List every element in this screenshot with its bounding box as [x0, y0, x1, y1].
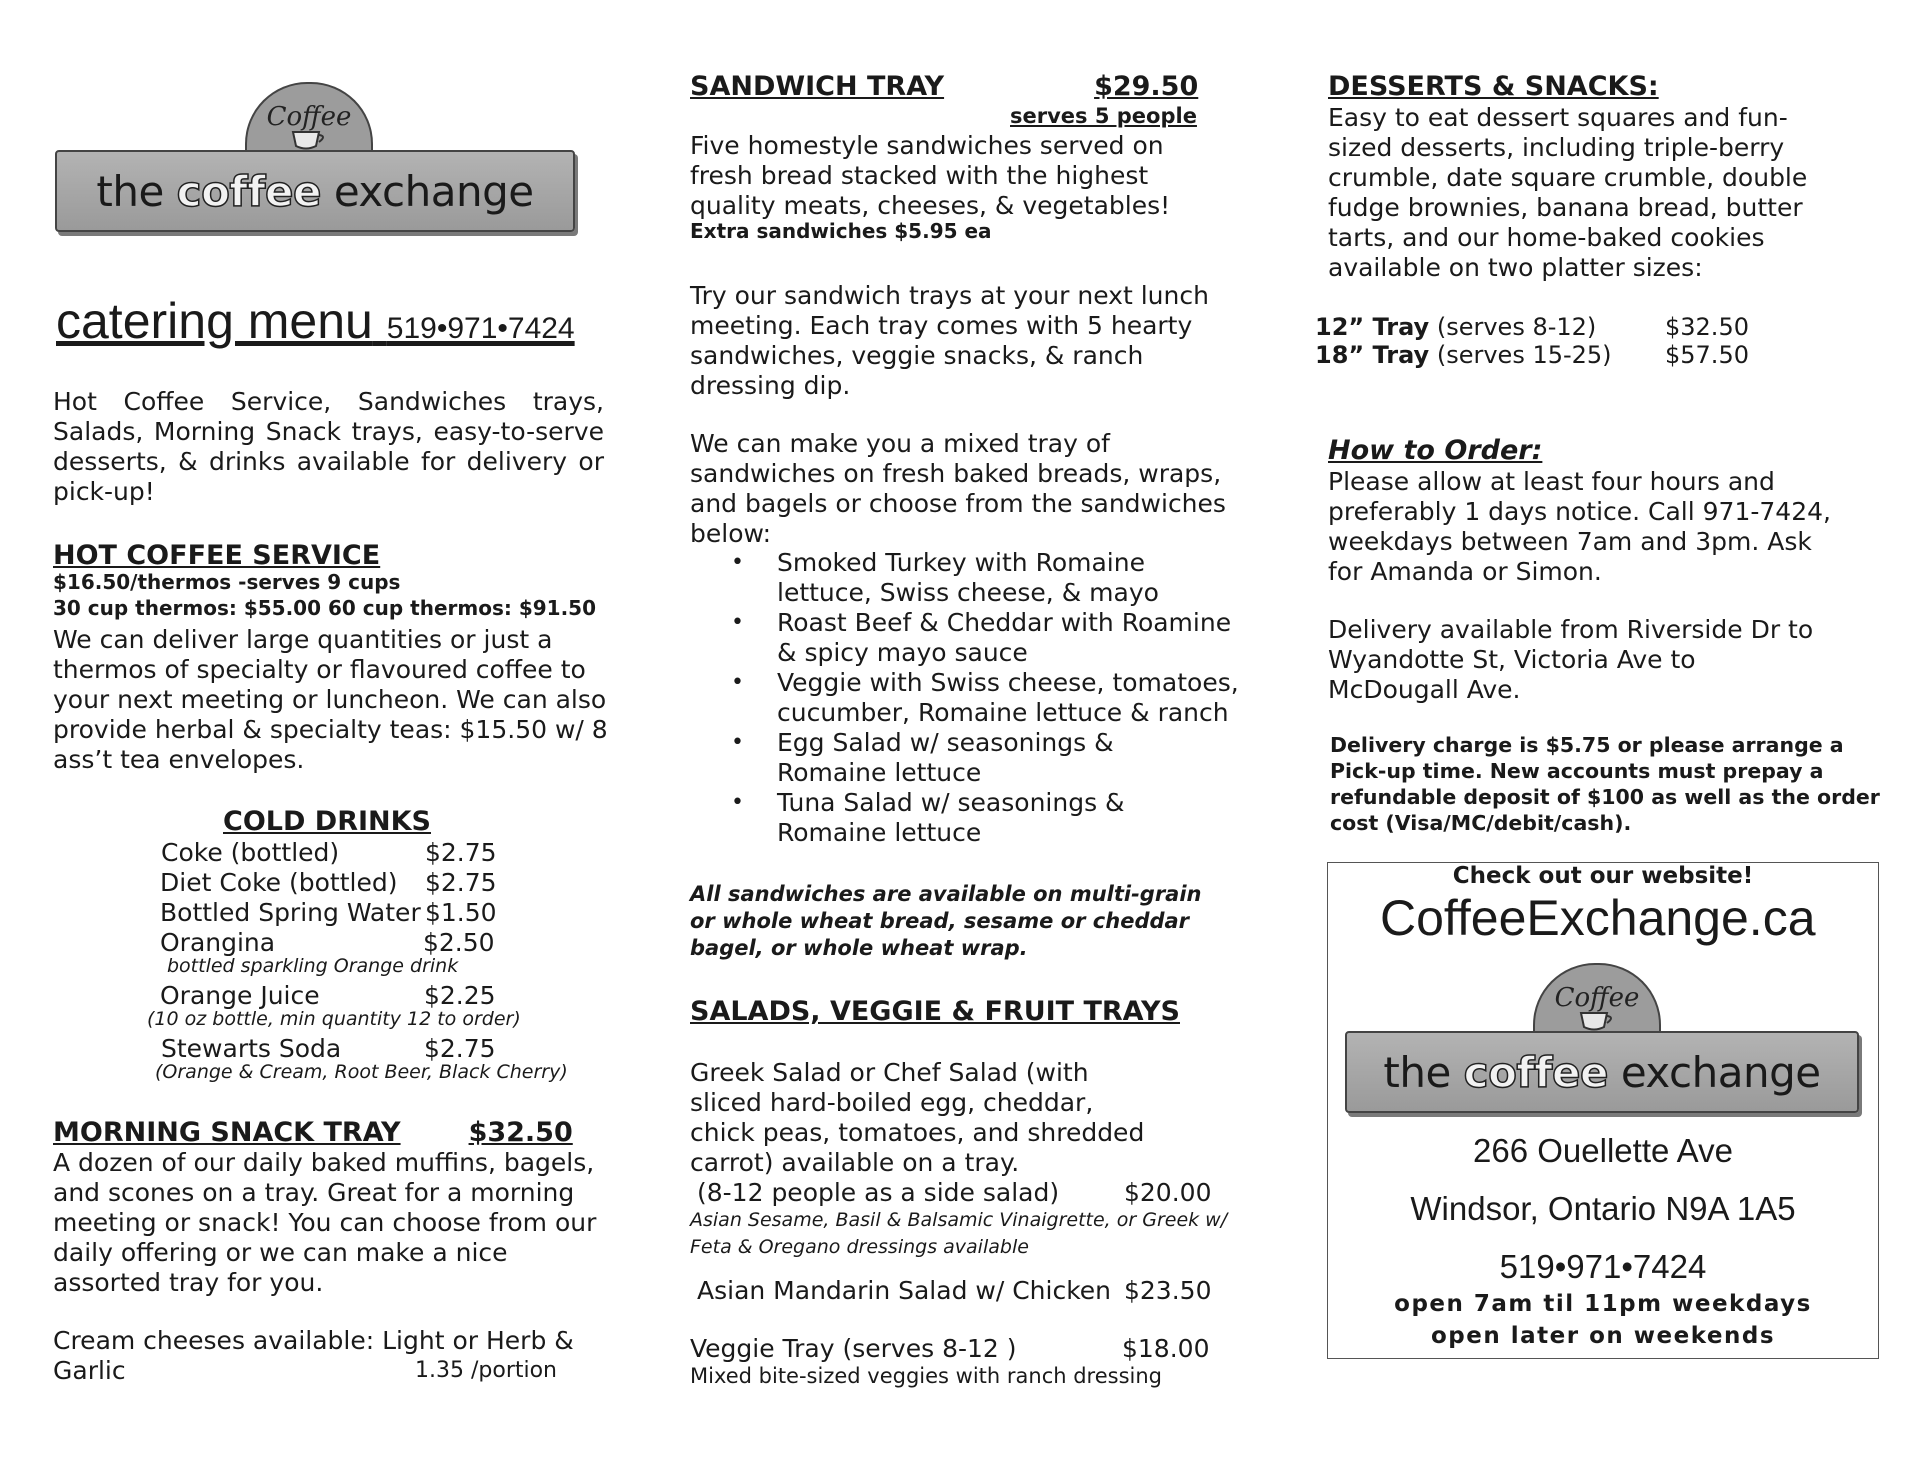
- sandwich-bread-note: All sandwiches are available on multi-grain or whole wheat bread, sesame or cheddar bagel, or whole wheat wrap.: [690, 882, 1202, 960]
- greek-salad-serving: (8-12 people as a side salad): [697, 1178, 1060, 1207]
- logo-brand-coffee: coffee: [176, 167, 321, 216]
- sandwich-list-item: Roast Beef & Cheddar with Roamine & spicy mayo sauce: [777, 608, 1232, 667]
- sandwich-extra: Extra sandwiches $5.95 ea: [690, 219, 992, 243]
- drink-item: [161, 838, 339, 867]
- drink-name: Coke (bottled): [161, 838, 340, 867]
- drink-note: (Orange & Cream, Root Beer, Black Cherry): [155, 1061, 568, 1083]
- desserts-description: Easy to eat dessert squares and fun-sized desserts, including triple-berry crumble, date square crumble, double fudge brownies, banana bread, butter tarts, and our home-baked cookies available on two platter sizes:: [1328, 103, 1808, 282]
- drink-price: $2.75: [425, 868, 497, 897]
- bullet-icon: •: [731, 730, 744, 755]
- drink-price: $2.50: [423, 928, 495, 957]
- dessert-tray-size: 18” Tray: [1315, 341, 1430, 369]
- veggie-tray-price: $18.00: [1122, 1334, 1210, 1363]
- sandwich-list-item: Smoked Turkey with Romaine lettuce, Swiss cheese, & mayo: [777, 548, 1159, 607]
- asian-salad-text: Asian Mandarin Salad w/ Chicken: [697, 1276, 1112, 1305]
- sandwich-tray-price: $29.50: [1094, 71, 1199, 102]
- drink-name: Orange Juice: [160, 981, 320, 1010]
- address-line-1: 266 Ouellette Ave: [1473, 1132, 1733, 1169]
- salad-dressings: Asian Sesame, Basil & Balsamic Vinaigrette, or Greek w/ Feta & Oregano dressings available: [690, 1209, 1228, 1258]
- sandwich-tray-serves: serves 5 people: [1010, 104, 1197, 128]
- sandwich-list-item: Veggie with Swiss cheese, tomatoes, cucumber, Romaine lettuce & ranch: [777, 668, 1239, 727]
- drink-item: [160, 928, 275, 957]
- greek-salad-price: $20.00: [1124, 1178, 1212, 1207]
- logo-banner: [1345, 1031, 1859, 1113]
- title-phone: 519•971•7424: [386, 312, 575, 345]
- hours-weekdays: open 7am til 11pm weekdays: [1394, 1291, 1812, 1317]
- dessert-tray-price: $32.50: [1665, 313, 1749, 341]
- drink-name: Orangina: [160, 928, 276, 957]
- bullet-icon: •: [731, 790, 744, 815]
- website-url[interactable]: CoffeeExchange.ca: [1380, 890, 1816, 946]
- intro-text: Hot Coffee Service, Sandwiches trays, Salads, Morning Snack trays, easy-to-serve desserts, & drinks available for delivery or pick-up!: [53, 387, 604, 506]
- cream-cheese-price: 1.35 /portion: [415, 1358, 558, 1383]
- bullet-icon: •: [731, 550, 744, 575]
- logo-coffee-word: Coffee: [266, 102, 352, 132]
- website-box: [1327, 862, 1879, 1359]
- desserts-heading: DESSERTS & SNACKS:: [1328, 71, 1659, 102]
- logo-brand-the: the: [96, 167, 164, 216]
- sandwich-list-item: Tuna Salad w/ seasonings & Romaine lettuce: [777, 788, 1125, 847]
- dessert-tray-row: [1315, 341, 1612, 369]
- cold-drinks-heading: COLD DRINKS: [223, 806, 431, 837]
- hours-weekends: open later on weekends: [1430, 1323, 1776, 1349]
- website-check-text: Check out our website!: [1452, 863, 1754, 889]
- title-text: catering menu: [56, 293, 373, 349]
- logo-brand-the: the: [1383, 1048, 1451, 1097]
- veggie-tray-text: Veggie Tray (serves 8-12 ): [690, 1334, 1017, 1363]
- morning-snack-title: MORNING SNACK TRAY: [53, 1117, 401, 1148]
- dessert-tray-row: [1315, 313, 1596, 341]
- sandwich-tray-description: Five homestyle sandwiches served on fresh bread stacked with the highest quality meats, cheeses, & vegetables!: [690, 131, 1171, 220]
- coffee-exchange-logo: [55, 82, 575, 232]
- salads-heading: SALADS, VEGGIE & FRUIT TRAYS: [690, 996, 1180, 1027]
- page-title: [56, 292, 575, 350]
- box-phone: 519•971•7424: [1499, 1248, 1707, 1285]
- dessert-tray-size: 12” Tray: [1315, 313, 1430, 341]
- veggie-tray-note: Mixed bite-sized veggies with ranch dressing: [690, 1364, 1163, 1388]
- drink-note: bottled sparkling Orange drink: [167, 955, 459, 977]
- bullet-icon: •: [731, 670, 744, 695]
- delivery-area-text: Delivery available from Riverside Dr to Wyandotte St, Victoria Ave to McDougall Ave.: [1328, 615, 1814, 704]
- hot-coffee-price-2: 30 cup thermos: $55.00 60 cup thermos: $91.50: [53, 596, 596, 620]
- hot-coffee-price-1: $16.50/thermos -serves 9 cups: [53, 570, 401, 594]
- drink-price: $2.25: [424, 981, 496, 1010]
- hot-coffee-description: We can deliver large quantities or just a thermos of specialty or flavoured coffee to your next meeting or luncheon. We can also provide herbal & specialty teas: $15.50 w/ 8 ass’t tea envelopes.: [53, 625, 608, 774]
- sandwich-try-text: Try our sandwich trays at your next lunch meeting. Each tray comes with 5 hearty sandwiches, veggie snacks, & ranch dressing dip.: [690, 281, 1209, 400]
- order-text: Please allow at least four hours and preferably 1 days notice. Call 971-7424, weekdays between 7am and 3pm. Ask for Amanda or Simon.: [1328, 467, 1831, 586]
- dessert-tray-serves: (serves 8-12): [1436, 313, 1597, 341]
- dessert-tray-serves: (serves 15-25): [1436, 341, 1612, 369]
- drink-item: [160, 981, 320, 1010]
- drink-price: $2.75: [425, 838, 497, 867]
- address-line-2: Windsor, Ontario N9A 1A5: [1410, 1190, 1796, 1227]
- bullet-icon: •: [731, 610, 744, 635]
- delivery-charge-text: Delivery charge is $5.75 or please arrange a Pick-up time. New accounts must prepay a refundable deposit of $100 as well as the order cost (Visa/MC/debit/cash).: [1330, 733, 1880, 835]
- logo-brand-exchange: exchange: [333, 167, 534, 216]
- drink-item: [160, 898, 421, 927]
- drink-note: (10 oz bottle, min quantity 12 to order): [147, 1008, 521, 1030]
- cream-cheese-text: Cream cheeses available: Light or Herb & Garlic: [53, 1326, 574, 1385]
- logo-banner: [55, 150, 575, 232]
- drink-item: [161, 1034, 341, 1063]
- drink-item: [160, 868, 397, 897]
- sandwich-list-item: Egg Salad w/ seasonings & Romaine lettuce: [777, 728, 1114, 787]
- asian-salad-price: $23.50: [1124, 1276, 1212, 1305]
- logo-coffee-word: Coffee: [1554, 983, 1640, 1013]
- coffee-cup-icon: [1577, 1011, 1617, 1033]
- drink-name: Bottled Spring Water: [160, 898, 421, 927]
- sandwich-tray-title: SANDWICH TRAY: [690, 71, 945, 102]
- drink-price: $2.75: [424, 1034, 496, 1063]
- drink-name: Diet Coke (bottled): [160, 868, 398, 897]
- sandwich-tray-heading: [690, 71, 1210, 102]
- logo-brand-exchange: exchange: [1620, 1048, 1821, 1097]
- how-to-order-heading: How to Order:: [1328, 435, 1543, 466]
- drink-name: Stewarts Soda: [161, 1034, 342, 1063]
- hot-coffee-heading: HOT COFFEE SERVICE: [53, 540, 381, 571]
- morning-snack-description: A dozen of our daily baked muffins, bagels, and scones on a tray. Great for a morning meeting or snack! You can choose from our daily offering or we can make a nice assorted tray for you.: [53, 1148, 597, 1297]
- logo-brand-coffee: coffee: [1463, 1048, 1608, 1097]
- coffee-exchange-logo-small: [1345, 963, 1859, 1113]
- logo-brand-name: [57, 167, 573, 216]
- logo-brand-name: [1347, 1048, 1857, 1097]
- greek-salad-text: Greek Salad or Chef Salad (with sliced hard-boiled egg, cheddar, chick peas, tomatoes, and shredded carrot) available on a tray.: [690, 1058, 1145, 1177]
- drink-price: $1.50: [425, 898, 497, 927]
- morning-snack-heading: [53, 1117, 573, 1148]
- morning-snack-price: $32.50: [468, 1117, 573, 1148]
- dessert-tray-price: $57.50: [1665, 341, 1749, 369]
- coffee-cup-icon: [289, 130, 329, 152]
- sandwich-mixed-text: We can make you a mixed tray of sandwiches on fresh baked breads, wraps, and bagels or choose from the sandwiches below:: [690, 429, 1226, 548]
